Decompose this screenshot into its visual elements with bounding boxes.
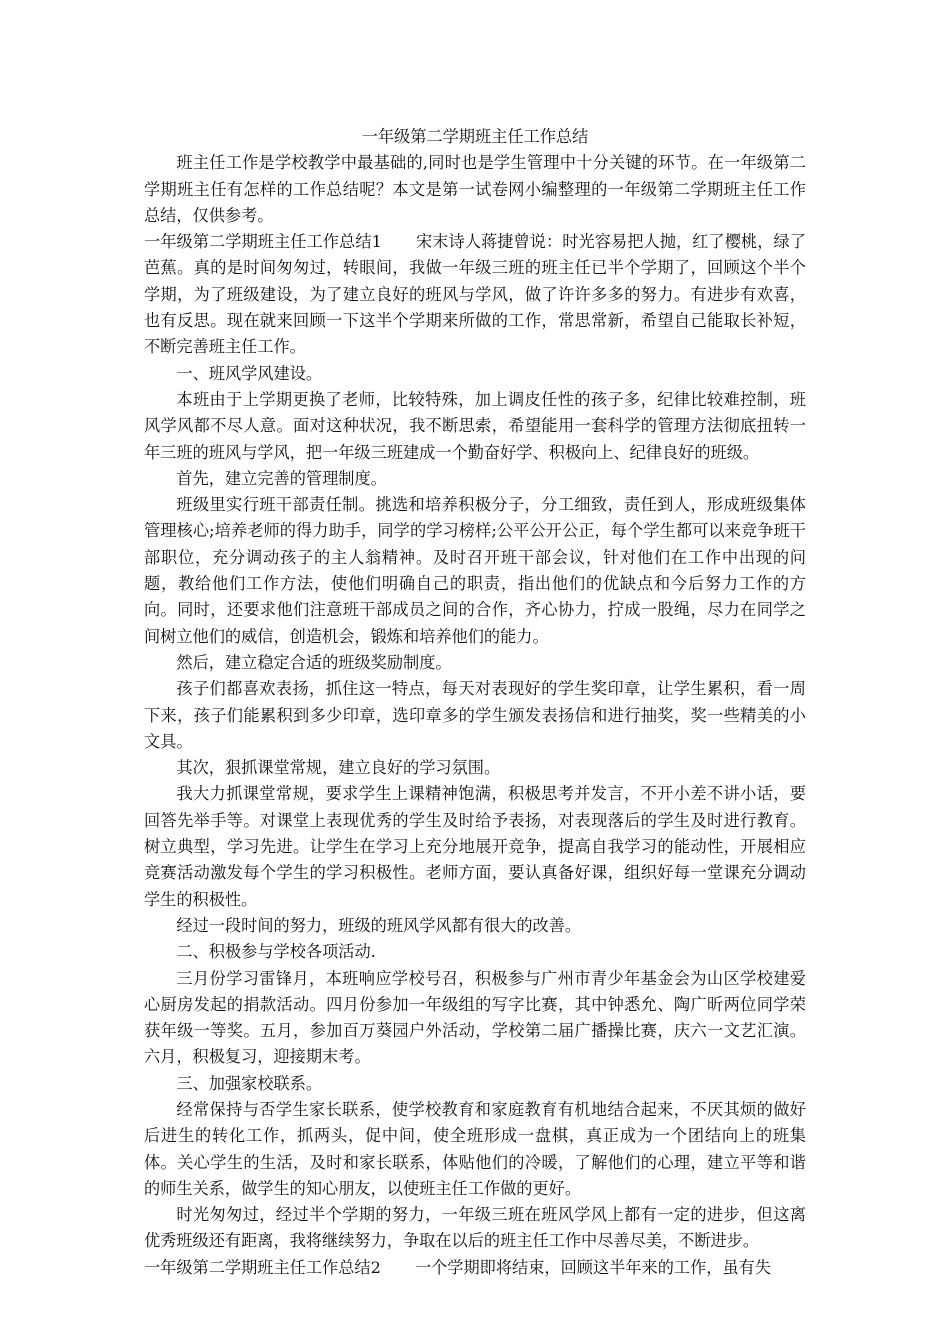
body-paragraph: 孩子们都喜欢表扬，抓住这一特点，每天对表现好的学生奖印章，让学生累积，看一周下来，孩子们能累积到多少印章，选印章多的学生颁发表扬信和进行抽奖，奖一些精美的小文具。 bbox=[144, 679, 806, 751]
subheading-reward-system: 然后，建立稳定合适的班级奖励制度。 bbox=[176, 652, 452, 672]
body-paragraph: 经过一段时间的努力，班级的班风学风都有很大的改善。 bbox=[176, 915, 582, 935]
intro-paragraph: 班主任工作是学校教学中最基础的,同时也是学生管理中十分关键的环节。在一年级第二学期班主任有怎样的工作总结呢？本文是第一试卷网小编整理的一年级第二学期班主任工作总结，仅供参考。 bbox=[144, 153, 806, 225]
body-paragraph: 本班由于上学期更换了老师，比较特殊，加上调皮任性的孩子多，纪律比较难控制，班风学风都不尽人意。面对这种状况，我不断思索，希望能用一套科学的管理方法彻底扭转一年三班的班风与学风，把一年级三班建成一个勤奋好学、积极向上、纪律良好的班级。 bbox=[144, 389, 806, 462]
section-2-heading: 一年级第二学期班主任工作总结2 bbox=[144, 1257, 381, 1277]
heading-class-style: 一、班风学风建设。 bbox=[176, 363, 323, 383]
subheading-classroom-routine: 其次，狠抓课堂常规，建立良好的学习氛围。 bbox=[176, 758, 501, 778]
section-1-heading: 一年级第二学期班主任工作总结1 bbox=[144, 232, 382, 252]
document-page bbox=[144, 124, 806, 1281]
section-1-paragraph bbox=[144, 229, 806, 360]
section-1-lead: 宋末诗人蒋捷曾说：时光容易把人抛，红了樱桃，绿了芭蕉。真的是时间匆匆过，转眼间，我做一年级三班的班主任已半个学期了，回顾这个半个学期，为了班级建设，为了建立良好的班风与学风，做了许许多多的努力。有进步有欢喜，也有反思。现在就来回顾一下这半个学期来所做的工作，常思常新，希望自己能取长补短，不断完善班主任工作。 bbox=[144, 232, 806, 357]
subheading-management-system: 首先，建立完善的管理制度。 bbox=[176, 468, 387, 488]
heading-school-activities: 二、积极参与学校各项活动. bbox=[176, 942, 376, 962]
body-paragraph: 三月份学习雷锋月，本班响应学校号召，积极参与广州市青少年基金会为山区学校建爱心厨房发起的捐款活动。四月份参加一年级组的写字比赛，其中钟悉允、陶广昕两位同学荣获年级一等奖。五月，参加百万葵园户外活动，学校第二届广播操比赛，庆六一文艺汇演。六月，积极复习，迎接期末考。 bbox=[144, 968, 806, 1067]
heading-home-school-contact: 三、加强家校联系。 bbox=[176, 1073, 323, 1093]
section-2-paragraph bbox=[144, 1255, 806, 1281]
body-paragraph: 经常保持与否学生家长联系，使学校教育和家庭教育有机地结合起来，不厌其烦的做好后进生的转化工作，抓两头，促中间，使全班形成一盘棋，真正成为一个团结向上的班集体。关心学生的生活，及时和家长联系，体贴他们的冷暖，了解他们的心理，建立平等和谐的师生关系，做学生的知心朋友，以使班主任工作做的更好。 bbox=[144, 1099, 806, 1198]
section-2-lead: 一个学期即将结束，回顾这半年来的工作，虽有失 bbox=[414, 1257, 772, 1277]
body-paragraph: 班级里实行班干部责任制。挑选和培养积极分子，分工细致，责任到人，形成班级集体管理核心;培养老师的得力助手，同学的学习榜样;公平公开公正，每个学生都可以来竞争班干部职位，充分调动孩子的主人翁精神。及时召开班干部会议，针对他们在工作中出现的问题，教给他们工作方法，使他们明确自己的职责，指出他们的优缺点和今后努力工作的方向。同时，还要求他们注意班干部成员之间的合作，齐心协力，拧成一股绳，尽力在同学之间树立他们的威信，创造机会，锻炼和培养他们的能力。 bbox=[144, 495, 806, 646]
closing-paragraph: 时光匆匆过，经过半个学期的努力，一年级三班在班风学风上都有一定的进步，但这离优秀班级还有距离，我将继续努力，争取在以后的班主任工作中尽善尽美，不断进步。 bbox=[144, 1205, 806, 1251]
document-title: 一年级第二学期班主任工作总结 bbox=[361, 127, 589, 146]
body-paragraph: 我大力抓课堂常规，要求学生上课精神饱满，积极思考并发言，不开小差不讲小话，要回答先举手等。对课堂上表现优秀的学生及时给予表扬，对表现落后的学生及时进行教育。树立典型，学习先进。让学生在学习上充分地展开竞争，提高自我学习的能动性，开展相应竞赛活动激发每个学生的学习积极性。老师方面，要认真备好课，组织好每一堂课充分调动学生的积极性。 bbox=[144, 784, 806, 909]
